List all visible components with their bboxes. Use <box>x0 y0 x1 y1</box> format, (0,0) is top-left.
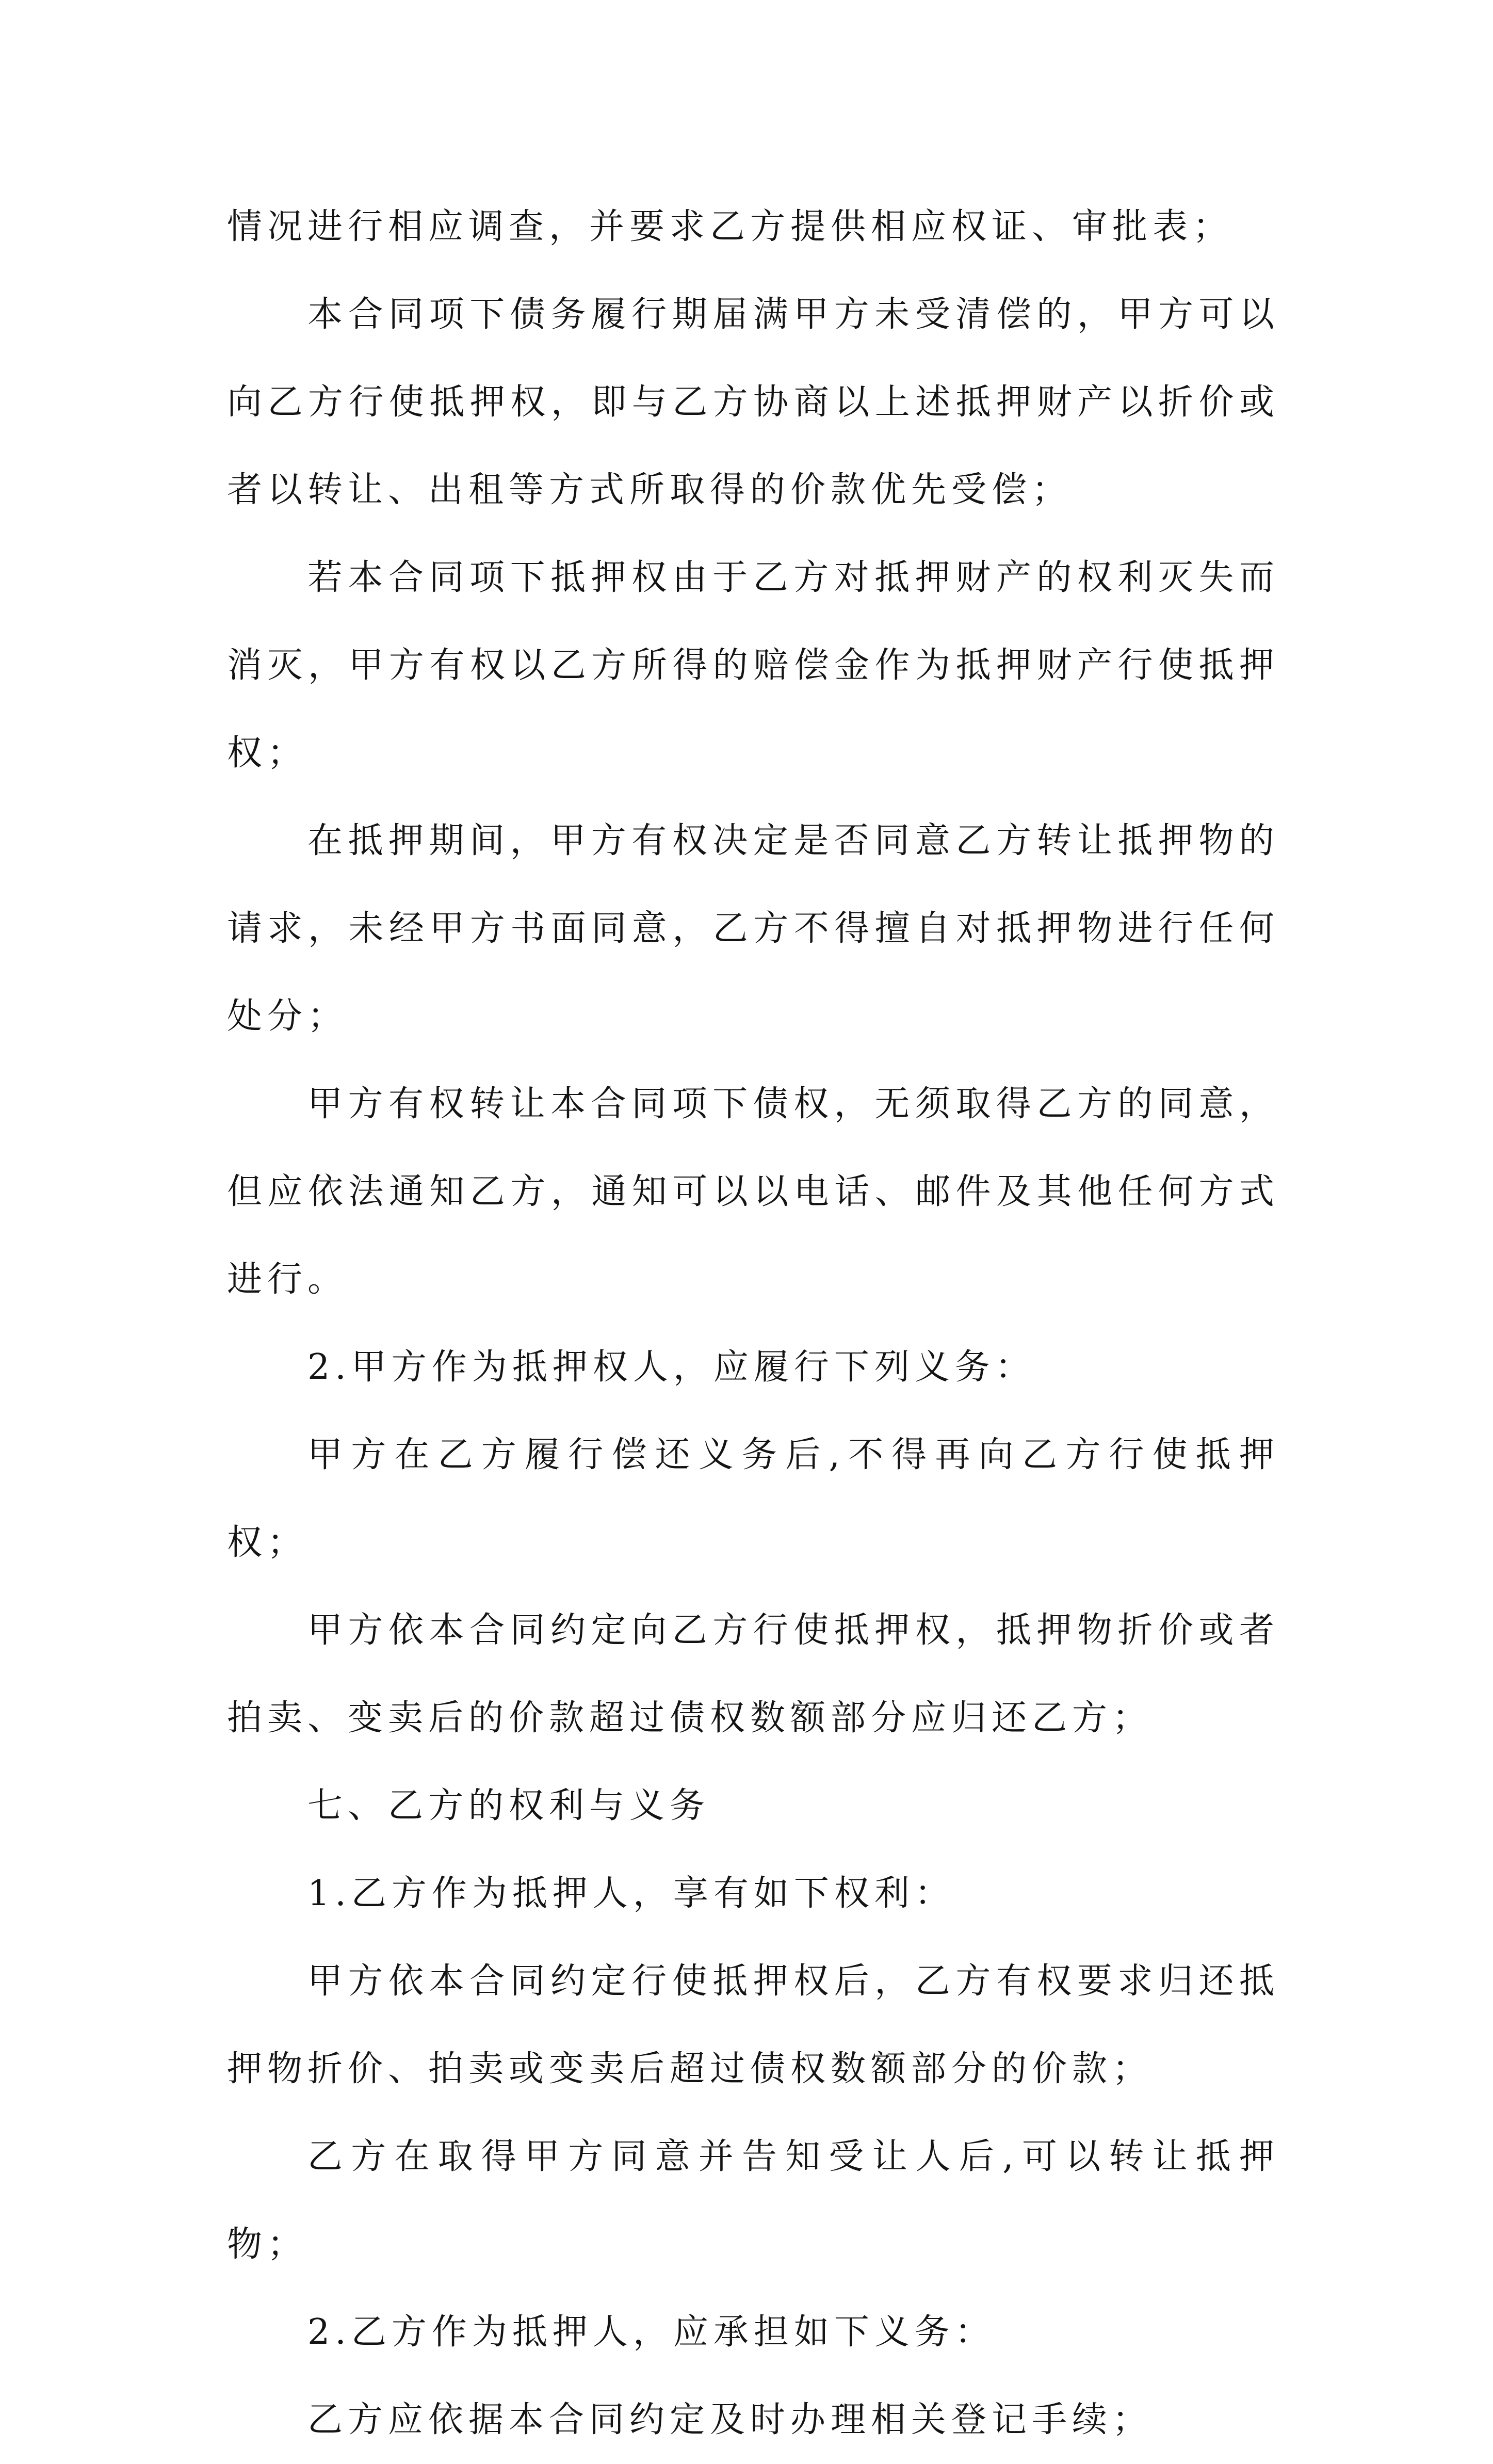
paragraph: 1.乙方作为抵押人，享有如下权利： <box>307 1873 955 1914</box>
document-body <box>227 183 1279 2464</box>
paragraph: 甲方依本合同约定向乙方行使抵押权，抵押物折价或者拍卖、变卖后的价款超过债权数额部分应归还乙方； <box>227 1610 1279 1738</box>
paragraph: 2.甲方作为抵押权人，应履行下列义务： <box>307 1347 1035 1388</box>
paragraph: 本合同项下债务履行期届满甲方未受清偿的，甲方可以向乙方行使抵押权，即与乙方协商以上述抵押财产以折价或者以转让、出租等方式所取得的价款优先受偿； <box>227 294 1279 510</box>
paragraph: 乙方应依据本合同约定及时办理相关登记手续； <box>307 2399 1153 2440</box>
paragraph: 甲方依本合同约定行使抵押权后，乙方有权要求归还抵押物折价、拍卖或变卖后超过债权数额部分的价款； <box>227 1961 1279 2089</box>
paragraph: 若本合同项下抵押权由于乙方对抵押财产的权利灭失而消灭，甲方有权以乙方所得的赔偿金作为抵押财产行使抵押权； <box>227 557 1279 774</box>
paragraph: 情况进行相应调查，并要求乙方提供相应权证、审批表； <box>227 206 1234 247</box>
paragraph: 乙方在取得甲方同意并告知受让人后,可以转让抵押物； <box>227 2136 1279 2265</box>
paragraph: 甲方在乙方履行偿还义务后,不得再向乙方行使抵押权； <box>227 1435 1279 1563</box>
section-heading: 七、乙方的权利与义务 <box>307 1785 710 1826</box>
paragraph: 2.乙方作为抵押人，应承担如下义务： <box>307 2312 995 2353</box>
paragraph: 在抵押期间，甲方有权决定是否同意乙方转让抵押物的请求，未经甲方书面同意，乙方不得擅自对抵押物进行任何处分； <box>227 820 1279 1037</box>
paragraph: 甲方有权转让本合同项下债权，无须取得乙方的同意，但应依法通知乙方，通知可以以电话、邮件及其他任何方式进行。 <box>227 1084 1279 1300</box>
